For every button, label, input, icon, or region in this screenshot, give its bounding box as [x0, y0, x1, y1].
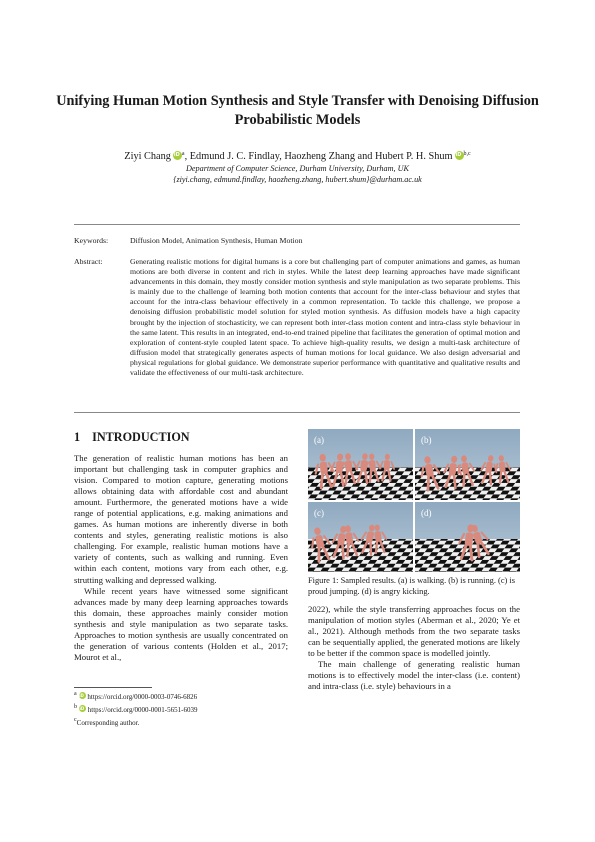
- footnote-mark: c: [74, 717, 77, 724]
- author-name: Haozheng Zhang: [284, 151, 355, 162]
- author-separator: ,: [279, 151, 285, 162]
- paragraph: 2022), while the style transferring approaches focus on the manipulation of motion styles (Aberman et al., 2020; Ye et al., 2021). Although methods from the two separate tasks can be sequentially applied, the generated motions are likely to be better if the common space is modelled jointly.: [308, 604, 520, 659]
- paragraph: While recent years have witnessed some significant advances made by many deep learning approaches towards this domain, these approaches mainly consider motion synthesis and style manipulation as two separate tasks. Approaches to motion synthesis are usually concentrated on the generation of various contents (Holden et al., 2017; Mourot et al.,: [74, 585, 288, 662]
- department: Department of Computer Science, Durham University, Durham, UK: [185, 164, 409, 173]
- paragraph: The generation of realistic human motions has been an important but challenging task in computer graphics and vision. Compared to motion capture, generating motions allows obtaining data with affordable cost and abundant amount. Furthermore, the generated motions have a wide range of potential applications, e.g. making animations and games. As human motions are inherently diverse in both contents and styles, generating realistic motions is also challenging. For example, realistic human motions have a variety of contents, such as walking and running. Even within each content, motions vary from each other, e.g. strutting walking and depressed walking.: [74, 453, 288, 585]
- orcid-icon: [79, 705, 86, 712]
- abstract-text: Generating realistic motions for digital humans is a core but challenging part of computer animations and games, as human motions are both diverse in content and rich in styles. While the latest deep learning approaches have made significant advancements in this domain, they mostly consider motion synthesis and style manipulation as two separate problems. This is mainly due to the challenge of learning both motion contents that account for the inter-class behaviour and styles that account for the intra-class behaviour effectively in a common representation. To tackle this challenge, we propose a denoising diffusion probabilistic model solution for styled motion synthesis. As diffusion models have a high capacity brought by the injection of stochasticity, we can represent both inter-class motion content and intra-class style behaviour in the same latent. This results in an integrated, end-to-end trained pipeline that facilitates the generation of optimal motion and exploration of content-style coupled latent space. To achieve high-quality results, we design a multi-task architecture of diffusion model that strategically generates aspects of human motions for local guidance. We also design adversarial and physical regulations for global guidance. We demonstrate superior performance with quantitative and qualitative results and validate the effectiveness of our multi-task architecture.: [130, 257, 520, 378]
- footnote-divider: [74, 687, 152, 688]
- section-heading: [74, 430, 202, 445]
- section-number: 1: [74, 430, 81, 444]
- affiliation-block: [40, 163, 555, 185]
- author-emails: {ziyi.chang, edmund.findlay, haozheng.zhang, hubert.shum}@durham.ac.uk: [173, 175, 422, 184]
- footnotes: [74, 689, 288, 729]
- footnote-link[interactable]: https://orcid.org/0000-0001-5651-6039: [87, 706, 198, 715]
- footnote: [74, 715, 288, 728]
- author-list: [40, 148, 555, 163]
- footnote: [74, 689, 288, 702]
- panel-label: (a): [314, 435, 324, 445]
- author-affil-mark: a: [181, 151, 185, 157]
- keywords-text: Diffusion Model, Animation Synthesis, Human Motion: [130, 236, 303, 245]
- orcid-icon: [79, 692, 86, 699]
- right-column: [308, 604, 520, 692]
- footnote-mark: b: [74, 704, 77, 711]
- author-separator: and: [354, 151, 375, 162]
- panel-label: (c): [314, 508, 324, 518]
- figure-caption: Figure 1: Sampled results. (a) is walking. (b) is running. (c) is proud jumping. (d) is angry kicking.: [308, 576, 516, 596]
- left-column: [74, 453, 288, 663]
- footnote: [74, 702, 288, 715]
- paragraph: The main challenge of generating realistic human motions is to effectively model the inter-class (i.e. content) and intra-class (i.e. style) behaviours in a: [308, 659, 520, 692]
- paper-title: Unifying Human Motion Synthesis and Style Transfer with Denoising Diffusion Probabilistic Models: [56, 93, 539, 128]
- author-name: Hubert P. H. Shum: [374, 151, 453, 162]
- footnote-link[interactable]: https://orcid.org/0000-0003-0746-6826: [87, 693, 198, 701]
- author-name: Ziyi Chang: [124, 151, 171, 162]
- footnote-mark: a: [74, 691, 77, 697]
- panel-label: (d): [421, 508, 432, 518]
- figure-1-image: [308, 429, 520, 572]
- orcid-icon[interactable]: [455, 151, 464, 160]
- bottom-divider: [74, 412, 520, 413]
- orcid-icon[interactable]: [173, 151, 182, 160]
- abstract-label: Abstract:: [74, 257, 103, 266]
- keywords-label: Keywords:: [74, 236, 109, 245]
- footnote-text: Corresponding author.: [76, 719, 140, 728]
- author-name: Edmund J. C. Findlay: [189, 151, 280, 162]
- panel-label: (b): [421, 435, 432, 445]
- top-divider: [74, 224, 520, 225]
- author-separator: ,: [184, 151, 190, 162]
- section-title: INTRODUCTION: [92, 430, 190, 444]
- author-affil-mark: b,c: [463, 151, 471, 157]
